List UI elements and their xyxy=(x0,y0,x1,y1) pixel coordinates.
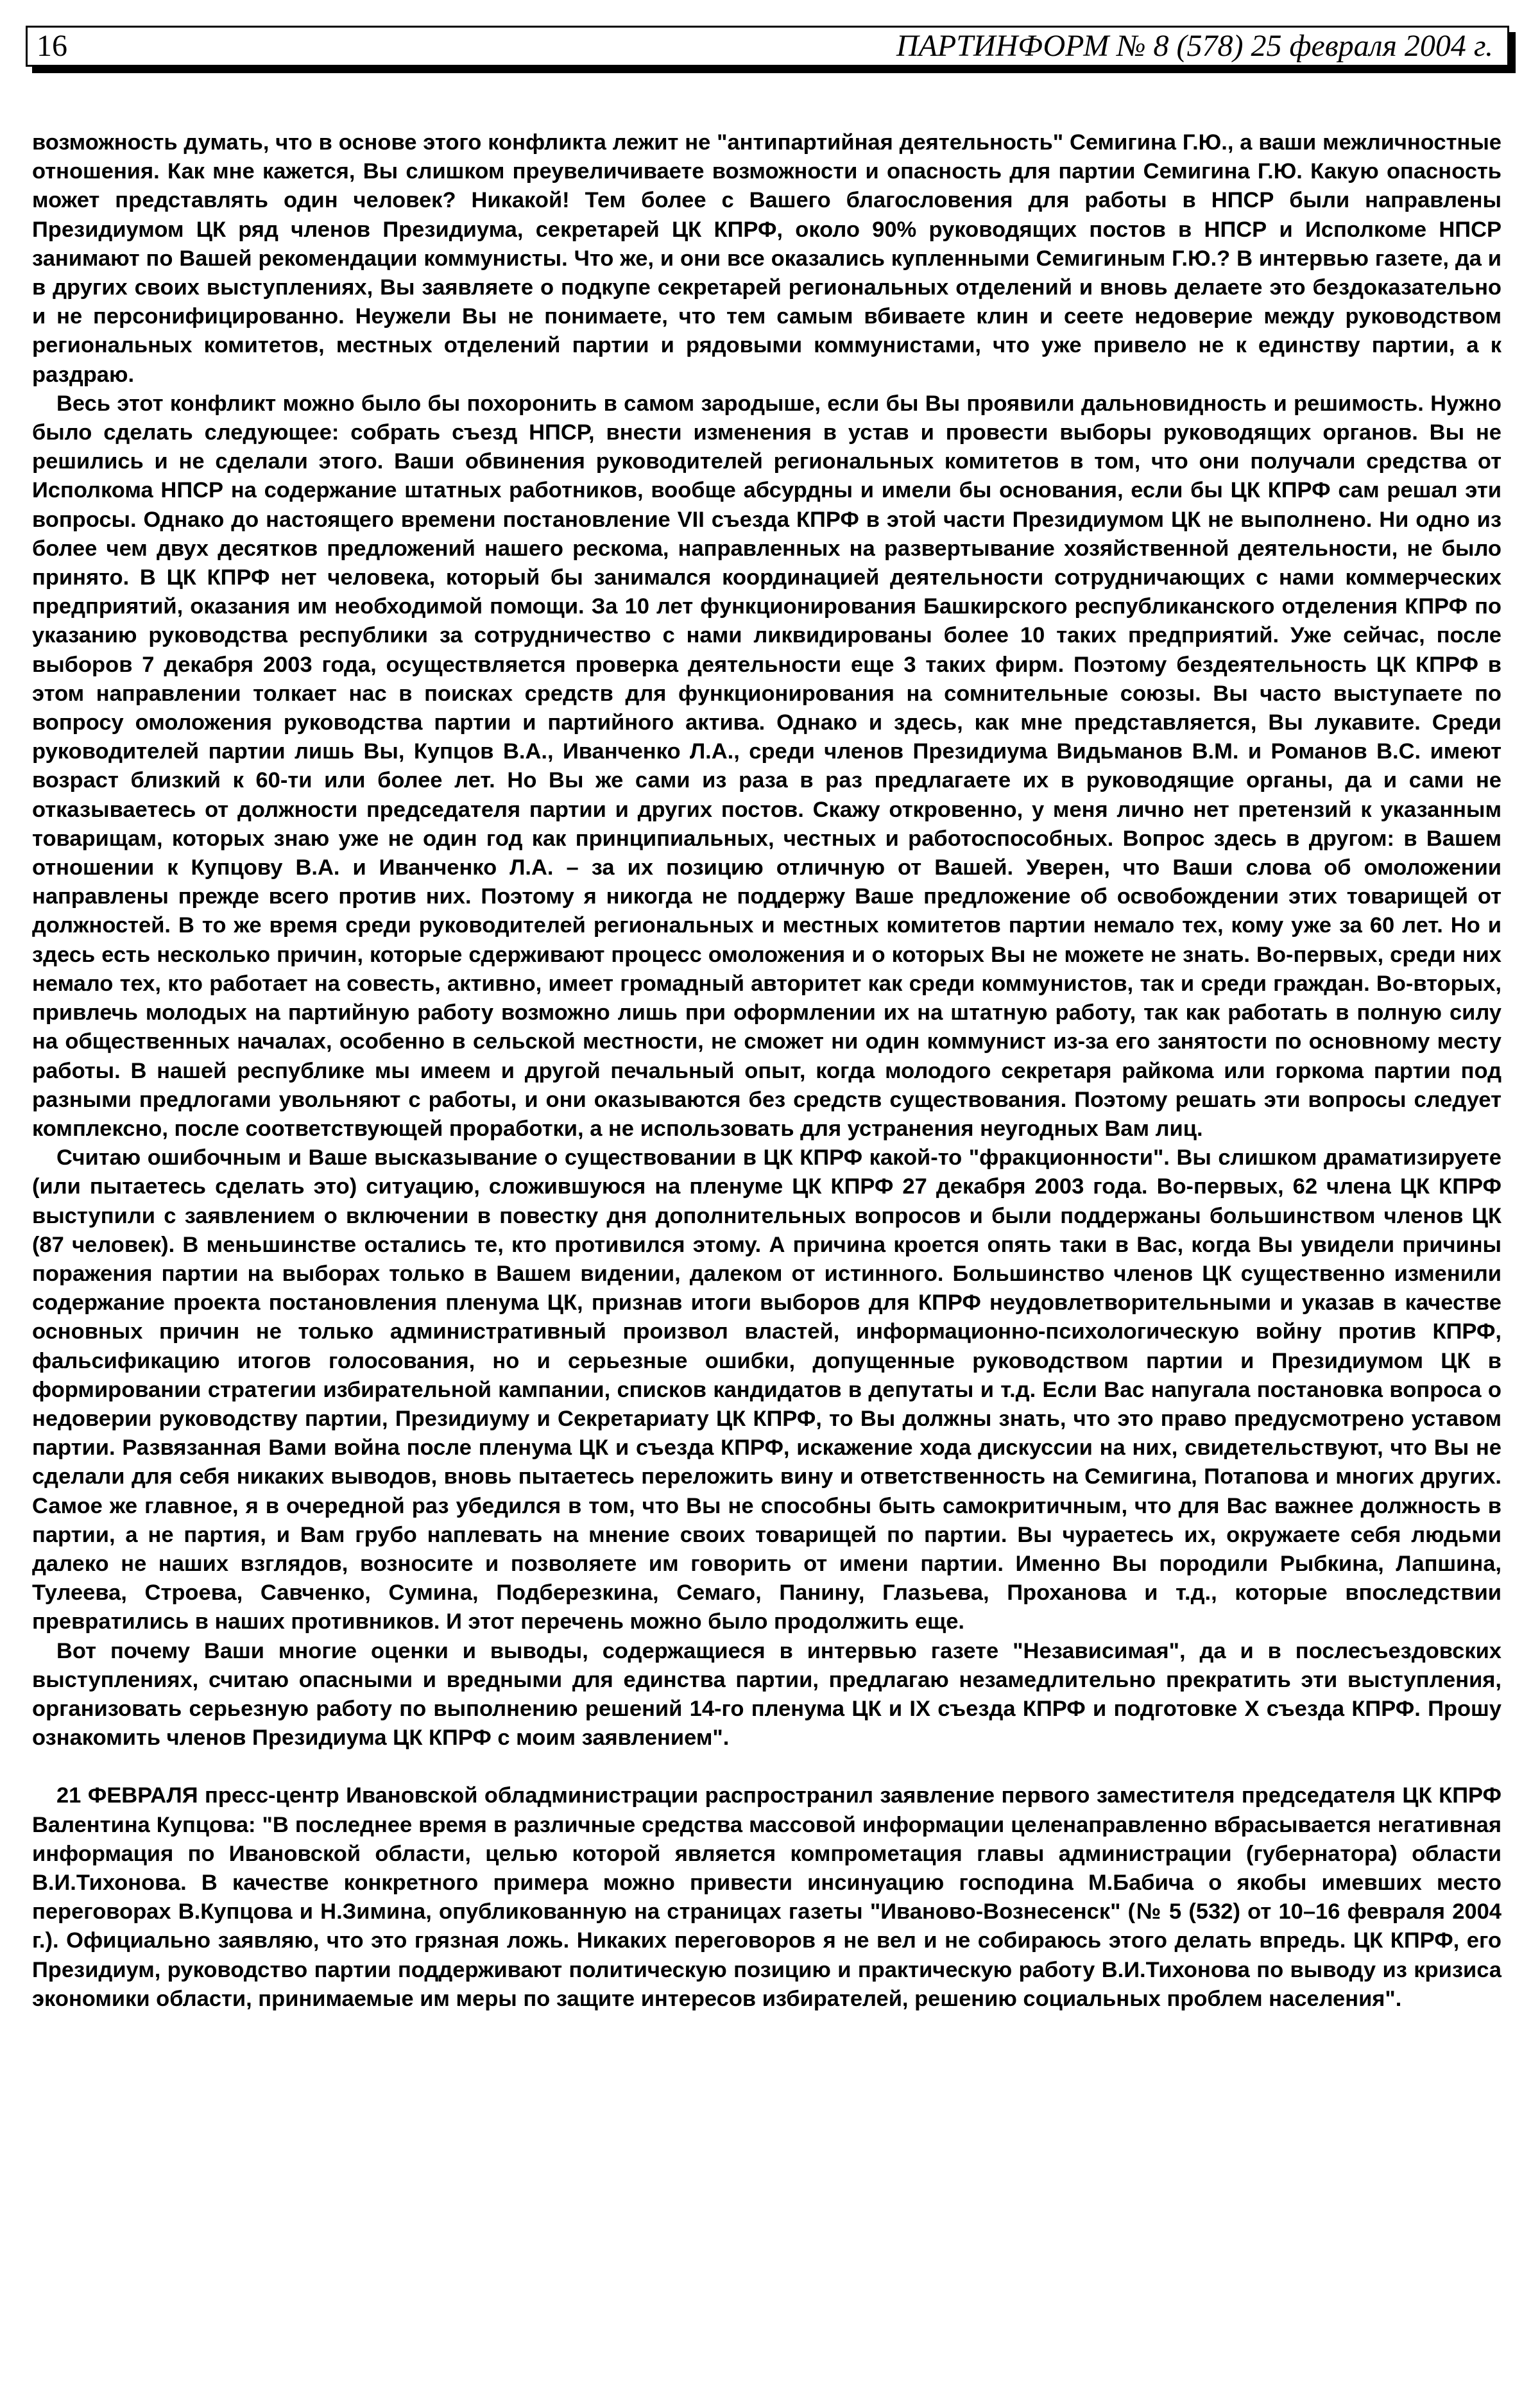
article-paragraph: Считаю ошибочным и Ваше высказывание о существовании в ЦК КПРФ какой-то "фракционности". Вы слишком драматизируете (или пытаетесь сделать это) ситуацию, сложившуюся на пленуме ЦК КПРФ 27 декабря 2003 года. Во-первых, 62 члена ЦК КПРФ выступили с заявлением о включении в повестку дня дополнительных вопросов и были поддержаны большинством членов ЦК (87 человек). В меньшинстве остались те, кто противился этому. А причина кроется опять таки в Вас, когда Вы увидели причины поражения партии на выборах только в Вашем видении, далеком от истинного. Большинство членов ЦК существенно изменили содержание проекта постановления пленума ЦК, признав итоги выборов для КПРФ неудовлетворительными и указав в качестве основных причин не только административный произвол властей, информационно-психологическую войну против КПРФ, фальсификацию итогов голосования, но и серьезные ошибки, допущенные руководством партии и Президиумом ЦК в формировании стратегии избирательной кампании, списков кандидатов в депутаты и т.д. Если Вас напугала постановка вопроса о недоверии руководству партии, Президиуму и Секретариату ЦК КПРФ, то Вы должны знать, что это право предусмотрено уставом партии. Развязанная Вами война после пленума ЦК и съезда КПРФ, искажение хода дискуссии на них, свидетельствуют, что Вы не сделали для себя никаких выводов, вновь пытаетесь переложить вину и ответственность на Семигина, Потапова и многих других. Самое же главное, я в очередной раз убедился в том, что Вы не способны быть самокритичным, что для Вас важнее должность в партии, а не партия, и Вам грубо наплевать на мнение своих товарищей по партии. Вы чураетесь их, окружаете себя людьми далеко не наших взглядов, возносите и позволяете им говорить от имени партии. Именно Вы породили Рыбкина, Лапшина, Тулеева, Строева, Савченко, Сумина, Подберезкина, Семаго, Панину, Глазьева, Проханова и т.д., которые впоследствии превратились в наших противников. И этот перечень можно было продолжить еще. xyxy=(32,1145,1502,1634)
page-number: 16 xyxy=(37,29,67,63)
news-date: 21 ФЕВРАЛЯ xyxy=(56,1783,198,1808)
article-paragraph: Вот почему Ваши многие оценки и выводы, содержащиеся в интервью газете "Независимая", да и в послесъездовских выступлениях, считаю опасными и вредными для единства партии, предлагаю незамедлительно прекратить эти выступления, организовать серьезную работу по выполнению решений 14-го пленума ЦК и IX съезда КПРФ и подготовке X съезда КПРФ. Прошу ознакомить членов Президиума ЦК КПРФ с моим заявлением". xyxy=(32,1638,1502,1751)
news-item xyxy=(32,1781,1502,2014)
news-text: пресс-центр Ивановской обладминистрации распространил заявление первого заместителя председателя ЦК КПРФ Валентина Купцова: "В последнее время в различные средства массовой информации целенаправленно вбрасывается негативная информация по Ивановской области, целью которой является компрометация главы администрации (губернатора) области В.И.Тихонова. В качестве конкретного примера можно привести инсинуацию господина М.Бабича о якобы имевших место переговорах В.Купцова и Н.Зимина, опубликованную на страницах газеты "Иваново-Вознесенск" (№ 5 (532) от 10–16 февраля 2004 г.). Официально заявляю, что это грязная ложь. Никаких переговоров я не вел и не собираюсь этого делать впредь. ЦК КПРФ, его Президиум, руководство партии поддерживают политическую позицию и практическую работу В.И.Тихонова по выводу из кризиса экономики области, принимаемые им меры по защите интересов избирателей, решению социальных проблем населения". xyxy=(32,1783,1502,2011)
issue-title: ПАРТИНФОРМ № 8 (578) 25 февраля 2004 г. xyxy=(896,29,1493,63)
article-body xyxy=(32,128,1502,2014)
article-paragraph: Весь этот конфликт можно было бы похоронить в самом зародыше, если бы Вы проявили дальновидность и решимость. Нужно было сделать следующее: собрать съезд НПСР, внести изменения в устав и провести выборы руководящих органов. Вы не решились и не сделали этого. Ваши обвинения руководителей региональных комитетов в том, что они получали средства от Исполкома НПСР на содержание штатных работников, вообще абсурдны и имели бы основания, если бы ЦК КПРФ сам решал эти вопросы. Однако до настоящего времени постановление VII съезда КПРФ в этой части Президиумом ЦК не выполнено. Ни одно из более чем двух десятков предложений нашего рескома, направленных на развертывание хозяйственной деятельности, не было принято. В ЦК КПРФ нет человека, который бы занимался координацией деятельности сотрудничающих с нами коммерческих предприятий, оказания им необходимой помощи. За 10 лет функционирования Башкирского республиканского отделения КПРФ по указанию руководства республики за сотрудничество с нами ликвидированы более 10 таких предприятий. Уже сейчас, после выборов 7 декабря 2003 года, осуществляется проверка деятельности еще 3 таких фирм. Поэтому бездеятельность ЦК КПРФ в этом направлении толкает нас в поисках средств для функционирования на сомнительные союзы. Вы часто выступаете по вопросу омоложения руководства партии и партийного актива. Однако и здесь, как мне представляется, Вы лукавите. Среди руководителей партии лишь Вы, Купцов В.А., Иванченко Л.А., среди членов Президиума Видьманов В.М. и Романов В.С. имеют возраст близкий к 60-ти или более лет. Но Вы же сами из раза в раз предлагаете их в руководящие органы, да и сами не отказываетесь от должности председателя партии и других постов. Скажу откровенно, у меня лично нет претензий к указанным товарищам, которых знаю уже не один год как принципиальных, честных и работоспособных. Вопрос здесь в другом: в Вашем отношении к Купцову В.А. и Иванченко Л.А. – за их позицию отличную от Вашей. Уверен, что Ваши слова об омоложении направлены прежде всего против них. Поэтому я никогда не поддержу Ваше предложение об освобождении этих товарищей от должностей. В то же время среди руководителей региональных и местных комитетов партии немало тех, кому уже за 60 лет. Но и здесь есть несколько причин, которые сдерживают процесс омоложения и о которых Вы не можете не знать. Во-первых, среди них немало тех, кто работает на совесть, активно, имеет громадный авторитет как среди коммунистов, так и среди граждан. Во-вторых, привлечь молодых на партийную работу возможно лишь при оформлении их на штатную работу, так как работать в полную силу на общественных началах, особенно в сельской местности, не сможет ни один коммунист из-за его занятости по основному месту работы. В нашей республике мы имеем и другой печальный опыт, когда молодого секретаря райкома или горкома партии под разными предлогами увольняют с работы, и они оказываются без средств существования. Поэтому решать эти вопросы следует комплексно, после соответствующей проработки, а не использовать для устранения неугодных Вам лиц. xyxy=(32,391,1502,1141)
article-paragraph: возможность думать, что в основе этого конфликта лежит не "антипартийная деятельность" Семигина Г.Ю., а ваши межличностные отношения. Как мне кажется, Вы слишком преувеличиваете возможности и опасность для партии Семигина Г.Ю. Какую опасность может представлять один человек? Никакой! Тем более с Вашего благословения для работы в НПСР были направлены Президиумом ЦК ряд членов Президиума, секретарей ЦК КПРФ, около 90% руководящих постов в НПСР и Исполкоме НПСР занимают по Вашей рекомендации коммунисты. Что же, и они все оказались купленными Семигиным Г.Ю.? В интервью газете, да и в других своих выступлениях, Вы заявляете о подкупе секретарей региональных отделений и вновь делаете это бездоказательно и не персонифицированно. Неужели Вы не понимаете, что тем самым вбиваете клин и сеете недоверие между руководством региональных комитетов, местных отделений партии и рядовыми коммунистами, что уже привело не к единству партии, а к раздраю. xyxy=(32,130,1502,387)
page-header xyxy=(26,26,1509,67)
